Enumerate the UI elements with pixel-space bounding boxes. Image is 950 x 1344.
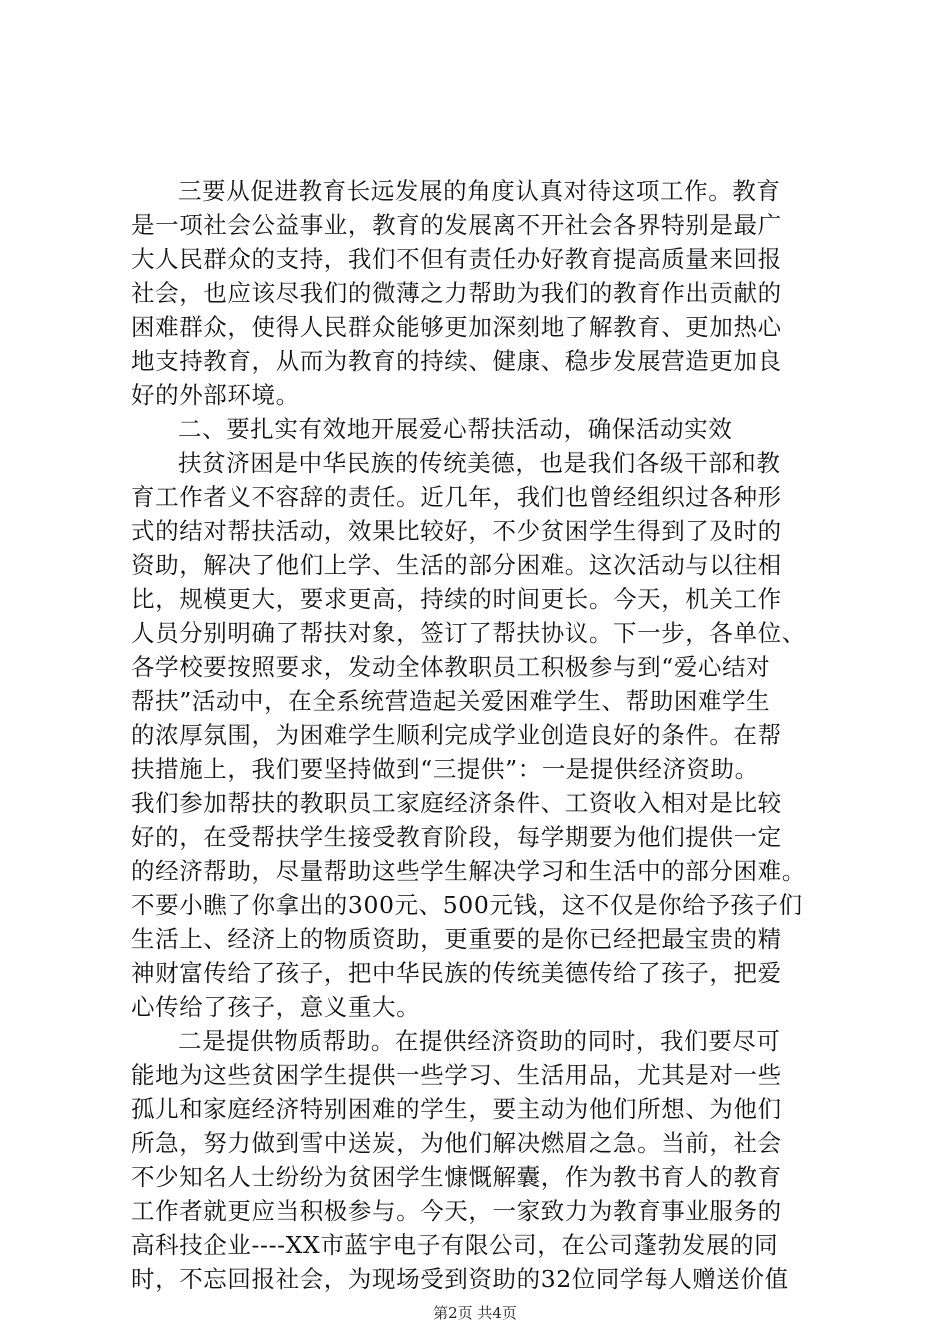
paragraph-line: 我们参加帮扶的教职员工家庭经济条件、工资收入相对是比较 <box>131 789 782 817</box>
paragraph-line: 心传给了孩子，意义重大。 <box>131 993 421 1021</box>
paragraph-line: 比，规模更大，要求更高，持续的时间更长。今天，机关工作 <box>131 585 782 613</box>
paragraph-line: 所急，努力做到雪中送炭，为他们解决燃眉之急。当前，社会 <box>131 1129 782 1157</box>
paragraph-line: 帮扶”活动中，在全系统营造起关爱困难学生、帮助困难学生 <box>131 687 771 715</box>
paragraph-line: 的浓厚氛围，为困难学生顺利完成学业创造良好的条件。在帮 <box>131 721 782 749</box>
page-number: 第2页 共4页 <box>433 1304 517 1322</box>
paragraph-line: 孤儿和家庭经济特别困难的学生，要主动为他们所想、为他们 <box>131 1095 782 1123</box>
paragraph-line: 工作者就更应当积极参与。今天，一家致力为教育事业服务的 <box>131 1197 782 1225</box>
paragraph-line: 人员分别明确了帮扶对象，签订了帮扶协议。下一步，各单位、 <box>131 619 806 647</box>
page-footer <box>0 1303 950 1323</box>
paragraph-line: 扶贫济困是中华民族的传统美德，也是我们各级干部和教 <box>178 449 781 477</box>
paragraph-line: 扶措施上，我们要坚持做到“三提供”：一是提供经济资助。 <box>131 755 759 783</box>
paragraph-line: 困难群众，使得人民群众能够更加深刻地了解教育、更加热心 <box>131 313 782 341</box>
paragraph-line: 式的结对帮扶活动，效果比较好，不少贫困学生得到了及时的 <box>131 517 782 545</box>
paragraph-line: 三要从促进教育长远发展的角度认真对待这项工作。教育 <box>178 177 781 205</box>
paragraph-line: 大人民群众的支持，我们不但有责任办好教育提高质量来回报 <box>131 245 782 273</box>
paragraph-line: 时，不忘回报社会，为现场受到资助的32位同学每人赠送价值 <box>131 1265 789 1293</box>
paragraph-line: 育工作者义不容辞的责任。近几年，我们也曾经组织过各种形 <box>131 483 782 511</box>
paragraph-line: 生活上、经济上的物质资助，更重要的是你已经把最宝贵的精 <box>131 925 782 953</box>
paragraph-line: 能地为这些贫困学生提供一些学习、生活用品，尤其是对一些 <box>131 1061 782 1089</box>
paragraph-line: 地支持教育，从而为教育的持续、健康、稳步发展营造更加良 <box>131 347 782 375</box>
paragraph-line: 好的外部环境。 <box>131 381 300 409</box>
body-text <box>131 174 831 1296</box>
paragraph-line: 好的，在受帮扶学生接受教育阶段，每学期要为他们提供一定 <box>131 823 782 851</box>
paragraph-line: 不要小瞧了你拿出的300元、500元钱，这不仅是你给予孩子们 <box>131 891 803 919</box>
section-heading: 二、要扎实有效地开展爱心帮扶活动，确保活动实效 <box>178 415 733 443</box>
paragraph-line: 各学校要按照要求，发动全体教职员工积极参与到“爱心结对 <box>131 653 771 681</box>
paragraph-line: 高科技企业----XX市蓝宇电子有限公司，在公司蓬勃发展的同 <box>131 1231 779 1259</box>
paragraph-line: 资助，解决了他们上学、生活的部分困难。这次活动与以往相 <box>131 551 782 579</box>
paragraph-line: 神财富传给了孩子，把中华民族的传统美德传给了孩子，把爱 <box>131 959 782 987</box>
paragraph-line: 的经济帮助，尽量帮助这些学生解决学习和生活中的部分困难。 <box>131 857 806 885</box>
paragraph-line: 二是提供物质帮助。在提供经济资助的同时，我们要尽可 <box>178 1027 781 1055</box>
paragraph-line: 是一项社会公益事业，教育的发展离不开社会各界特别是最广 <box>131 211 782 239</box>
paragraph-line: 社会，也应该尽我们的微薄之力帮助为我们的教育作出贡献的 <box>131 279 782 307</box>
paragraph-line: 不少知名人士纷纷为贫困学生慷慨解囊，作为教书育人的教育 <box>131 1163 782 1191</box>
